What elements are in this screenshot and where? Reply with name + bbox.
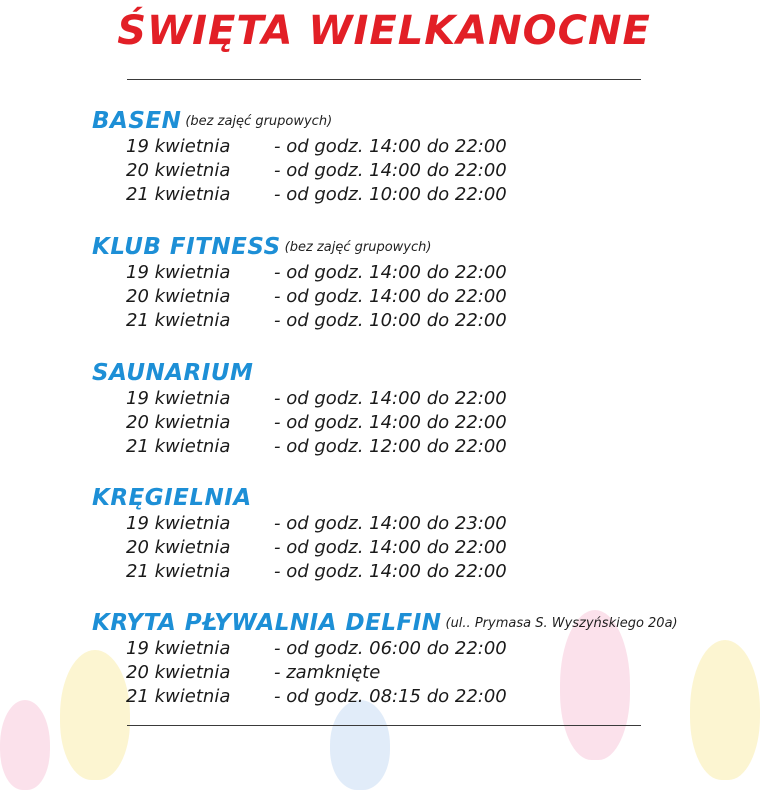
section-note: (ul.. Prymasa S. Wyszyńskiego 20a) bbox=[445, 616, 678, 631]
schedule-row bbox=[92, 537, 732, 561]
page-title: ŚWIĘTA WIELKANOCNE bbox=[117, 8, 651, 54]
schedule-hours: - od godz. 14:00 do 22:00 bbox=[274, 262, 507, 283]
schedule-day: 20 kwietnia bbox=[126, 286, 231, 307]
schedule-row bbox=[92, 136, 732, 160]
schedule-row bbox=[92, 286, 732, 310]
section-name: SAUNARIUM bbox=[92, 360, 254, 386]
schedule-day: 20 kwietnia bbox=[126, 662, 231, 683]
bunny-decoration-pink-left bbox=[0, 700, 50, 790]
bottom-divider bbox=[127, 725, 641, 726]
schedule-row bbox=[92, 412, 732, 436]
top-divider bbox=[127, 79, 641, 80]
schedule-day: 21 kwietnia bbox=[126, 561, 231, 582]
schedule-day: 19 kwietnia bbox=[126, 388, 231, 409]
schedule-day: 21 kwietnia bbox=[126, 310, 231, 331]
schedule-hours: - od godz. 14:00 do 22:00 bbox=[274, 537, 507, 558]
schedule-row bbox=[92, 388, 732, 412]
schedule-hours: - od godz. 10:00 do 22:00 bbox=[274, 310, 507, 331]
schedule-row bbox=[92, 310, 732, 334]
section-note: (bez zajęć grupowych) bbox=[284, 240, 432, 255]
schedule-row bbox=[92, 638, 732, 662]
section-kryta-plywalnia-delfin bbox=[92, 610, 732, 710]
section-header bbox=[92, 234, 732, 262]
section-name: KLUB FITNESS bbox=[92, 234, 281, 260]
schedule-row bbox=[92, 513, 732, 537]
section-header bbox=[92, 108, 732, 136]
schedule-hours: - od godz. 10:00 do 22:00 bbox=[274, 184, 507, 205]
section-name: KRĘGIELNIA bbox=[92, 485, 252, 511]
schedule-row bbox=[92, 262, 732, 286]
schedule-day: 20 kwietnia bbox=[126, 160, 231, 181]
section-kregielnia bbox=[92, 485, 732, 585]
schedule-day: 21 kwietnia bbox=[126, 686, 231, 707]
schedule-day: 19 kwietnia bbox=[126, 638, 231, 659]
schedule-row bbox=[92, 184, 732, 208]
schedule-hours: - zamknięte bbox=[274, 662, 381, 683]
schedule-day: 19 kwietnia bbox=[126, 513, 231, 534]
schedule-hours: - od godz. 14:00 do 22:00 bbox=[274, 388, 507, 409]
schedule-row bbox=[92, 561, 732, 585]
section-basen bbox=[92, 108, 732, 208]
schedule-row bbox=[92, 686, 732, 710]
section-name: BASEN bbox=[92, 108, 182, 134]
section-note: (bez zajęć grupowych) bbox=[185, 114, 333, 129]
section-header bbox=[92, 610, 732, 638]
schedule-hours: - od godz. 12:00 do 22:00 bbox=[274, 436, 507, 457]
section-header bbox=[92, 360, 732, 388]
schedule-day: 19 kwietnia bbox=[126, 136, 231, 157]
schedule-day: 19 kwietnia bbox=[126, 262, 231, 283]
schedule-hours: - od godz. 14:00 do 22:00 bbox=[274, 561, 507, 582]
schedule-row bbox=[92, 160, 732, 184]
section-saunarium bbox=[92, 360, 732, 460]
schedule-day: 21 kwietnia bbox=[126, 436, 231, 457]
schedule-day: 20 kwietnia bbox=[126, 537, 231, 558]
section-name: KRYTA PŁYWALNIA DELFIN bbox=[92, 610, 442, 636]
schedule-day: 21 kwietnia bbox=[126, 184, 231, 205]
section-header bbox=[92, 485, 732, 513]
schedule-day: 20 kwietnia bbox=[126, 412, 231, 433]
schedule-hours: - od godz. 14:00 do 22:00 bbox=[274, 286, 507, 307]
schedule-row bbox=[92, 436, 732, 460]
section-klub-fitness bbox=[92, 234, 732, 334]
schedule-hours: - od godz. 08:15 do 22:00 bbox=[274, 686, 507, 707]
schedule-hours: - od godz. 14:00 do 22:00 bbox=[274, 160, 507, 181]
schedule-hours: - od godz. 14:00 do 22:00 bbox=[274, 412, 507, 433]
schedule-hours: - od godz. 14:00 do 23:00 bbox=[274, 513, 507, 534]
schedule-row bbox=[92, 662, 732, 686]
schedule-hours: - od godz. 14:00 do 22:00 bbox=[274, 136, 507, 157]
bunny-decoration-blue-center bbox=[330, 700, 390, 790]
schedule-hours: - od godz. 06:00 do 22:00 bbox=[274, 638, 507, 659]
